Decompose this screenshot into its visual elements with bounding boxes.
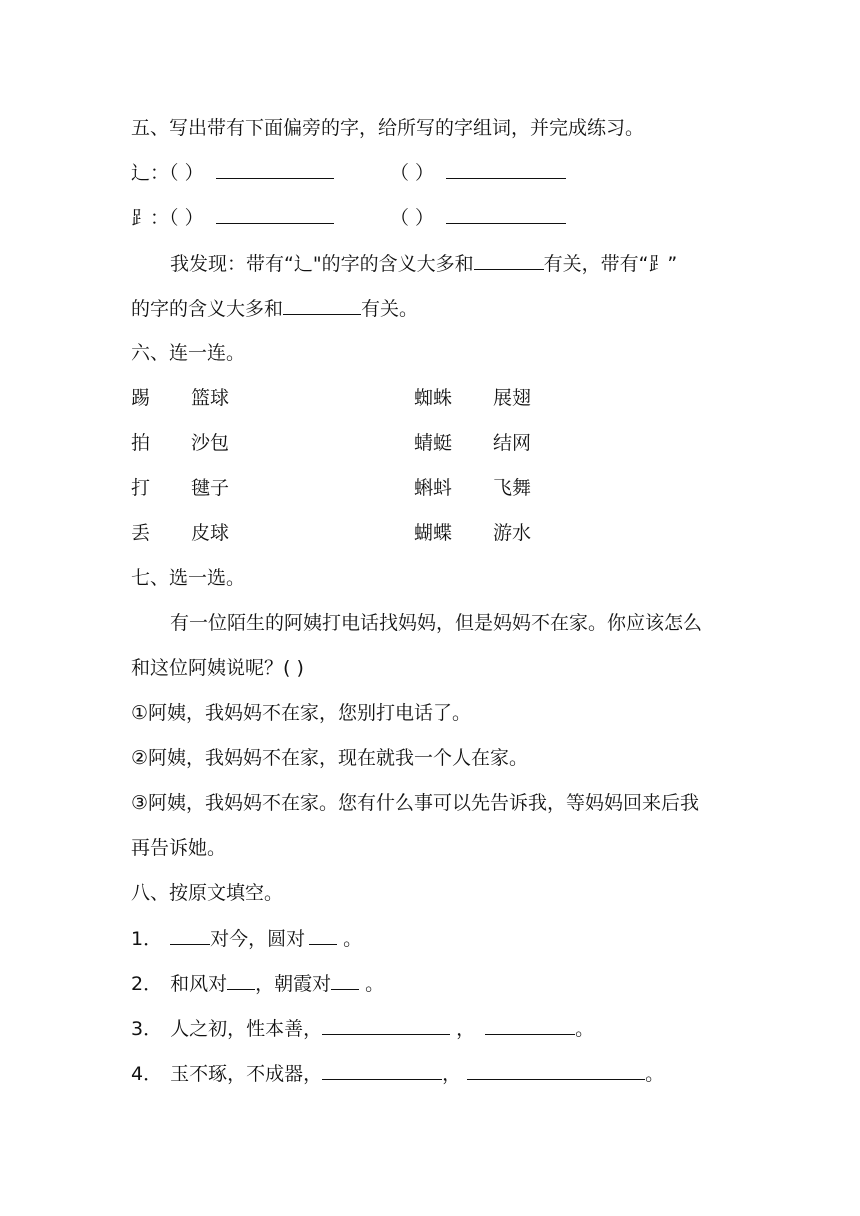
discovery-blank-1[interactable] <box>474 251 544 270</box>
answer-blank[interactable] <box>446 160 566 179</box>
discovery-line-1 <box>170 251 677 276</box>
verb-item[interactable]: 踢 <box>131 387 151 409</box>
item-text: 。 <box>645 1063 665 1085</box>
section7-title: 七、选一选。 <box>131 567 246 589</box>
fill-blank[interactable] <box>170 926 210 945</box>
item-number: 4． <box>131 1063 163 1085</box>
paren-blank[interactable]: （ ） <box>390 162 435 184</box>
item-text: ，朝霞对 <box>255 973 332 995</box>
item-number: 2． <box>131 973 163 995</box>
verb-item[interactable]: 打 <box>131 477 151 499</box>
item-text: 对今，圆对 <box>210 928 306 950</box>
item-number: 1． <box>131 928 163 950</box>
item-text: ， <box>450 1018 476 1040</box>
paren-blank[interactable]: （ ） <box>169 207 204 229</box>
answer-blank[interactable] <box>446 205 566 224</box>
radical-chuo: 辶 <box>131 162 151 184</box>
fill-blank[interactable] <box>227 971 255 990</box>
discovery-text: 有关，带有“⻊” <box>543 253 678 275</box>
insect-item[interactable]: 蜻蜓 <box>414 432 453 454</box>
object-item[interactable]: 沙包 <box>191 432 230 454</box>
action-item[interactable]: 展翅 <box>493 387 532 409</box>
item-text: 人之初，性本善， <box>170 1018 323 1040</box>
paren-blank[interactable]: （ ） <box>390 207 435 229</box>
action-item[interactable]: 结网 <box>493 432 532 454</box>
fill-blank[interactable] <box>467 1061 645 1080</box>
insect-item[interactable]: 蝴蝶 <box>414 522 453 544</box>
discovery-text: 有关。 <box>361 298 419 320</box>
verb-item[interactable]: 拍 <box>131 432 151 454</box>
radical-row-2-second <box>390 205 566 230</box>
radical-sep: ： <box>150 162 170 184</box>
object-item[interactable]: 篮球 <box>191 387 230 409</box>
question-text-line-2[interactable]: 和这位阿姨说呢？( ) <box>131 657 304 679</box>
question-text-line-1: 有一位陌生的阿姨打电话找妈妈，但是妈妈不在家。你应该怎么 <box>170 612 703 634</box>
radical-row-1-second <box>390 160 566 185</box>
choice-option-3[interactable]: ③阿姨，我妈妈不在家。您有什么事可以先告诉我，等妈妈回来后我 <box>131 792 700 814</box>
item-text: 。 <box>337 928 363 950</box>
item-text: 玉不琢，不成器， <box>170 1063 323 1085</box>
action-item[interactable]: 游水 <box>493 522 532 544</box>
verb-item[interactable]: 丢 <box>131 522 151 544</box>
object-item[interactable]: 毽子 <box>191 477 230 499</box>
insect-item[interactable]: 蝌蚪 <box>414 477 453 499</box>
radical-sep: ： <box>150 207 170 229</box>
discovery-line-2 <box>131 296 418 321</box>
answer-blank[interactable] <box>216 160 334 179</box>
answer-blank[interactable] <box>216 205 334 224</box>
choice-option-2[interactable]: ②阿姨，我妈妈不在家，现在就我一个人在家。 <box>131 747 529 769</box>
fill-blank[interactable] <box>322 1016 450 1035</box>
paren-blank[interactable]: （ ） <box>169 162 204 184</box>
section5-title: 五、写出带有下面偏旁的字，给所写的字组词，并完成练习。 <box>131 117 645 139</box>
item-text: 和风对 <box>170 973 228 995</box>
fill-item-4 <box>131 1061 664 1086</box>
fill-blank[interactable] <box>485 1016 575 1035</box>
choice-option-3-cont[interactable]: 再告诉她。 <box>131 837 227 859</box>
fill-blank[interactable] <box>322 1061 442 1080</box>
item-text: ， <box>442 1063 462 1085</box>
action-item[interactable]: 飞舞 <box>493 477 532 499</box>
section8-title: 八、按原文填空。 <box>131 882 284 904</box>
fill-blank[interactable] <box>331 971 359 990</box>
radical-zu: ⻊ <box>131 207 151 229</box>
fill-blank[interactable] <box>309 926 337 945</box>
fill-item-2 <box>131 971 384 996</box>
choice-option-1[interactable]: ①阿姨，我妈妈不在家，您别打电话了。 <box>131 702 472 724</box>
discovery-text: 的字的含义大多和 <box>131 298 284 320</box>
insect-item[interactable]: 蜘蛛 <box>414 387 453 409</box>
radical-row-1 <box>131 160 334 185</box>
section6-title: 六、连一连。 <box>131 342 246 364</box>
fill-item-1 <box>131 926 362 951</box>
fill-item-3 <box>131 1016 594 1041</box>
object-item[interactable]: 皮球 <box>191 522 230 544</box>
discovery-blank-2[interactable] <box>283 296 361 315</box>
item-text: 。 <box>575 1018 595 1040</box>
radical-row-2 <box>131 205 334 230</box>
item-number: 3． <box>131 1018 163 1040</box>
discovery-text: 我发现：带有“辶"的字的含义大多和 <box>170 253 474 275</box>
item-text: 。 <box>359 973 385 995</box>
